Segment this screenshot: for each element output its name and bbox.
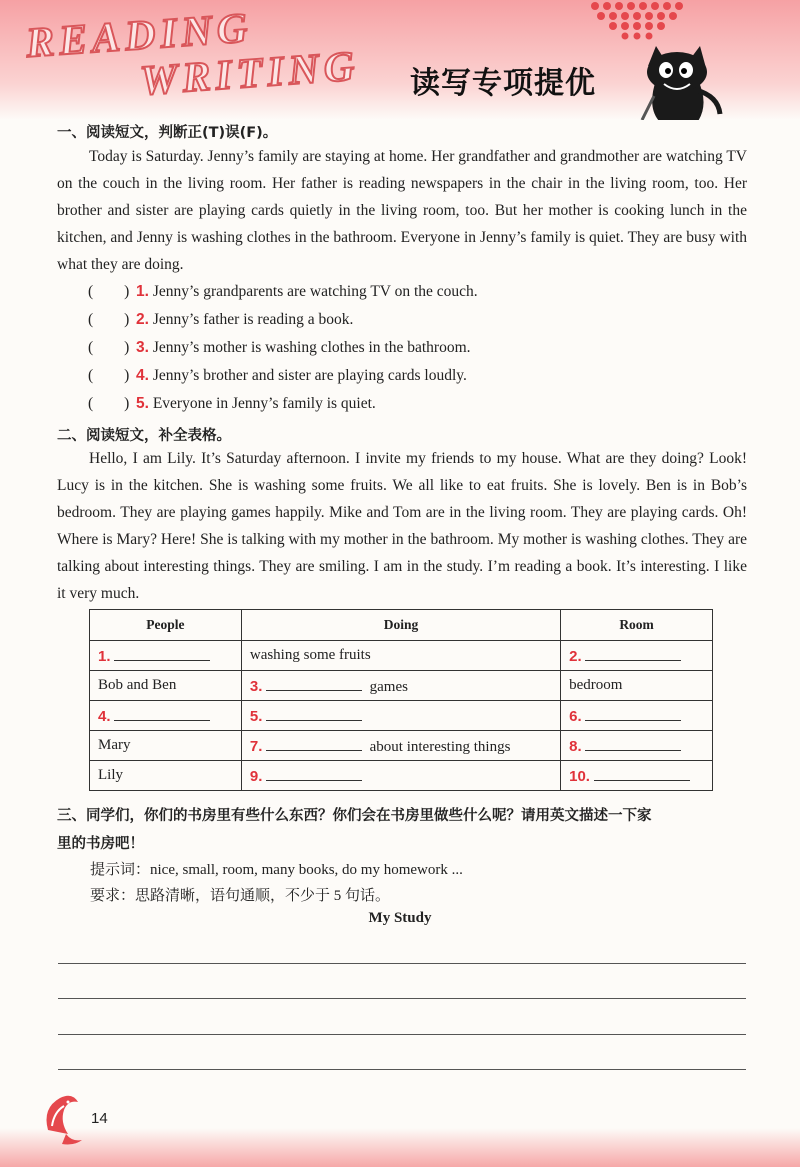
tf-question bbox=[88, 311, 353, 329]
question-number: 5. bbox=[136, 395, 149, 412]
page-number: 14 bbox=[91, 1110, 108, 1127]
section1-heading: 一、阅读短文，判断正(T)误(F)。 bbox=[57, 125, 278, 141]
page-footer bbox=[0, 1128, 800, 1167]
page-title: 读写专项提优 bbox=[410, 66, 596, 101]
table-row bbox=[90, 701, 713, 731]
table-row bbox=[90, 731, 713, 761]
question-text: Jenny’s grandparents are watching TV on the couch. bbox=[152, 283, 478, 300]
blank-number: 5. bbox=[249, 707, 263, 725]
blank-number: 8. bbox=[569, 737, 582, 755]
tf-question bbox=[88, 395, 376, 413]
column-header-doing: Doing bbox=[241, 610, 560, 641]
table-cell: washing some fruits bbox=[241, 641, 560, 671]
blank-number: 1. bbox=[98, 647, 111, 665]
tf-question bbox=[88, 367, 467, 385]
answer-blank[interactable] bbox=[585, 736, 681, 751]
answer-blank[interactable] bbox=[585, 646, 681, 661]
question-text: Jenny’s father is reading a book. bbox=[152, 311, 354, 328]
table-cell: Mary bbox=[90, 731, 242, 761]
essay-title: My Study bbox=[368, 910, 432, 926]
table-row bbox=[90, 671, 713, 701]
table-row bbox=[90, 761, 713, 791]
blank-number: 9. bbox=[249, 767, 263, 785]
answer-blank[interactable] bbox=[266, 766, 362, 781]
table-cell: bedroom bbox=[561, 671, 713, 701]
cat-mascot-icon bbox=[626, 40, 726, 120]
blank-number: 2. bbox=[569, 647, 582, 665]
page-header bbox=[0, 0, 800, 120]
answer-blank[interactable] bbox=[266, 676, 362, 691]
question-text: Everyone in Jenny’s family is quiet. bbox=[152, 395, 376, 412]
question-number: 2. bbox=[136, 311, 149, 328]
question-number: 4. bbox=[136, 367, 149, 384]
blank-number: 10. bbox=[569, 767, 590, 785]
question-number: 1. bbox=[136, 283, 149, 300]
hint-words: 提示词：nice, small, room, many books, do my homework ... bbox=[90, 862, 463, 878]
column-header-room: Room bbox=[561, 610, 713, 641]
info-table bbox=[89, 609, 713, 791]
answer-paren[interactable]: ( ) bbox=[88, 339, 130, 356]
question-number: 3. bbox=[136, 339, 149, 356]
answer-blank[interactable] bbox=[266, 706, 362, 721]
table-cell-text: games bbox=[369, 678, 408, 695]
section1-passage: Today is Saturday. Jenny’s family are staying at home. Her grandfather and grandmother are watching TV on the couch in the living room. Her father is reading newspapers in the chair in the living room, too. Her brother and sister are playing cards quietly in the living room, too. But her mother is cooking lunch in the kitchen, and Jenny is washing clothes in the bathroom. Everyone in Jenny’s family is quiet. They are busy with what they are doing. bbox=[57, 148, 747, 273]
answer-blank[interactable] bbox=[585, 706, 681, 721]
blank-number: 3. bbox=[249, 677, 263, 695]
answer-blank[interactable] bbox=[114, 646, 210, 661]
table-row bbox=[90, 641, 713, 671]
answer-paren[interactable]: ( ) bbox=[88, 395, 130, 412]
writing-line[interactable] bbox=[58, 963, 746, 964]
tf-question bbox=[88, 283, 478, 301]
blank-number: 7. bbox=[249, 737, 263, 755]
section3-heading-line1: 三、同学们，你们的书房里有些什么东西？你们会在书房里做些什么呢？请用英文描述一下家 bbox=[57, 808, 652, 824]
section2-passage: Hello, I am Lily. It’s Saturday afternoon. I invite my friends to my house. What are they doing? Look! Lucy is in the kitchen. She is washing some fruits. We all like to eat fruits. She is lovely. Ben is in Bob’s bedroom. They are playing games happily. Mike and Tom are in the living room. They are playing cards. Oh! Where is Mary? Here! She is talking with my mother in the bathroom. My mother is washing clothes. They are talking about interesting things. They are smiling. I am in the study. I’m reading a book. It’s interesting. I like it very much. bbox=[57, 450, 747, 602]
section2-heading: 二、阅读短文，补全表格。 bbox=[57, 428, 231, 444]
reading-logo: READING bbox=[24, 5, 254, 67]
section3-heading-line2: 里的书房吧！ bbox=[57, 836, 144, 852]
answer-blank[interactable] bbox=[594, 766, 690, 781]
answer-blank[interactable] bbox=[114, 706, 210, 721]
blank-number: 4. bbox=[98, 707, 111, 725]
dolphin-icon bbox=[38, 1090, 88, 1148]
writing-logo: WRITING bbox=[138, 43, 361, 105]
table-cell: Lily bbox=[90, 761, 242, 791]
answer-paren[interactable]: ( ) bbox=[88, 283, 130, 300]
question-text: Jenny’s brother and sister are playing cards loudly. bbox=[152, 367, 467, 384]
question-text: Jenny’s mother is washing clothes in the bathroom. bbox=[152, 339, 471, 356]
answer-blank[interactable] bbox=[266, 736, 362, 751]
table-cell: Bob and Ben bbox=[90, 671, 242, 701]
writing-line[interactable] bbox=[58, 998, 746, 999]
writing-line[interactable] bbox=[58, 1069, 746, 1070]
column-header-people: People bbox=[90, 610, 242, 641]
blank-number: 6. bbox=[569, 707, 582, 725]
writing-line[interactable] bbox=[58, 1034, 746, 1035]
tf-question bbox=[88, 339, 471, 357]
requirement: 要求：思路清晰，语句通顺，不少于 5 句话。 bbox=[90, 888, 391, 904]
table-cell-text: about interesting things bbox=[369, 738, 511, 755]
answer-paren[interactable]: ( ) bbox=[88, 311, 130, 328]
answer-paren[interactable]: ( ) bbox=[88, 367, 130, 384]
